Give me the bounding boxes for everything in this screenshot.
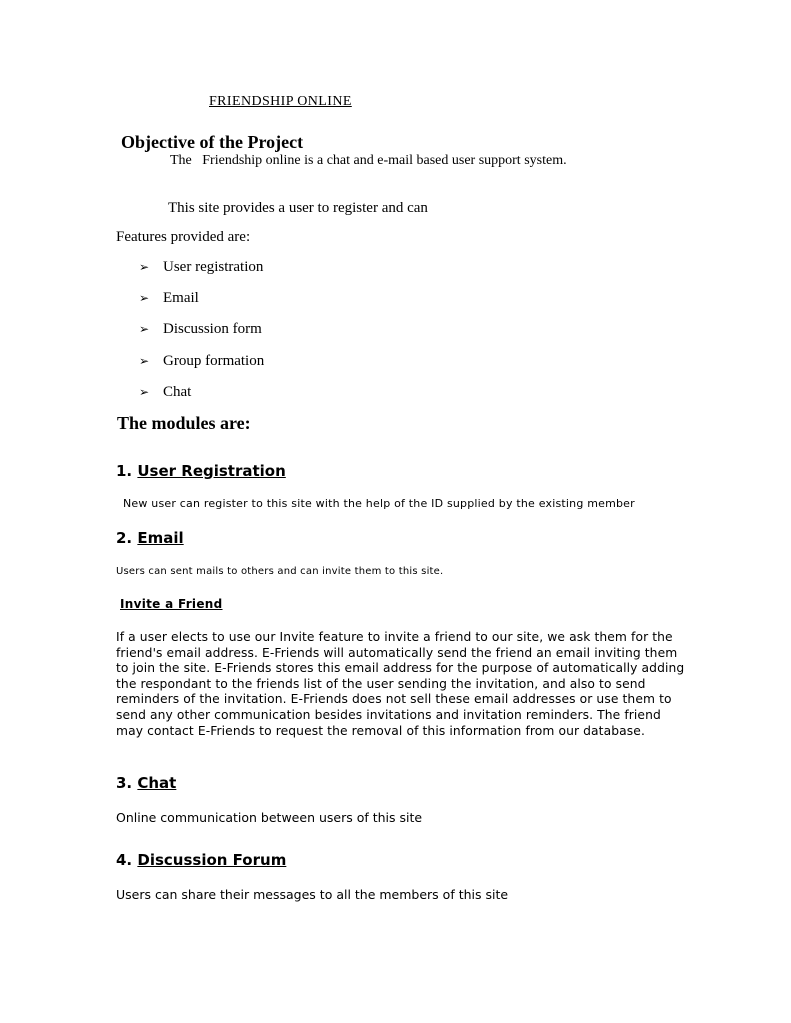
feature-label: User registration bbox=[163, 259, 264, 275]
invite-heading: Invite a Friend bbox=[120, 597, 223, 611]
arrow-bullet-icon: ➢ bbox=[139, 291, 150, 305]
module-name: User Registration bbox=[137, 462, 286, 480]
feature-item bbox=[139, 259, 263, 276]
feature-label: Group formation bbox=[163, 353, 265, 369]
document-title: FRIENDSHIP ONLINE bbox=[209, 94, 352, 109]
module-number: 2. bbox=[116, 529, 133, 547]
module-number: 4. bbox=[116, 851, 133, 869]
arrow-bullet-icon: ➢ bbox=[139, 385, 150, 399]
arrow-bullet-icon: ➢ bbox=[139, 260, 150, 274]
objective-heading: Objective of the Project bbox=[121, 132, 304, 152]
register-text: This site provides a user to register and can bbox=[168, 200, 428, 216]
arrow-bullet-icon: ➢ bbox=[139, 354, 150, 368]
module-description: Users can share their messages to all the members of this site bbox=[116, 887, 509, 902]
module-name: Discussion Forum bbox=[137, 851, 287, 869]
objective-text: The Friendship online is a chat and e-mail based user support system. bbox=[170, 153, 567, 168]
feature-label: Email bbox=[163, 290, 199, 306]
module-number: 1. bbox=[116, 462, 133, 480]
feature-label: Chat bbox=[163, 384, 192, 400]
module-description: New user can register to this site with the help of the ID supplied by the existing member bbox=[123, 497, 635, 510]
arrow-bullet-icon: ➢ bbox=[139, 322, 150, 336]
module-heading bbox=[116, 529, 189, 547]
feature-label: Discussion form bbox=[163, 321, 262, 337]
modules-heading: The modules are: bbox=[117, 413, 251, 433]
features-intro: Features provided are: bbox=[116, 229, 251, 245]
module-heading bbox=[116, 851, 286, 869]
module-heading bbox=[116, 462, 286, 480]
module-heading bbox=[116, 774, 181, 792]
module-description: Online communication between users of this site bbox=[116, 810, 423, 825]
feature-item bbox=[139, 290, 199, 307]
feature-item bbox=[139, 384, 191, 401]
feature-item bbox=[139, 353, 264, 370]
invite-paragraph: If a user elects to use our Invite feature to invite a friend to our site, we ask them for the friend's email address. E-Friends will automatically send the friend an email inviting them to join the site. E-Friends stores this email address for the purpose of automatically adding the respondant to the friends list of the user sending the invitation, and also to send reminders of the invitation. E-Friends does not sell these email addresses or use them to send any other communication besides invitations and invitation reminders. The friend may contact E-Friends to request the removal of this information from our database. bbox=[116, 630, 685, 738]
module-number: 3. bbox=[116, 774, 133, 792]
module-description: Users can sent mails to others and can invite them to this site. bbox=[116, 566, 444, 577]
module-name: Email bbox=[137, 529, 184, 547]
module-name: Chat bbox=[137, 774, 177, 792]
feature-item bbox=[139, 321, 262, 338]
